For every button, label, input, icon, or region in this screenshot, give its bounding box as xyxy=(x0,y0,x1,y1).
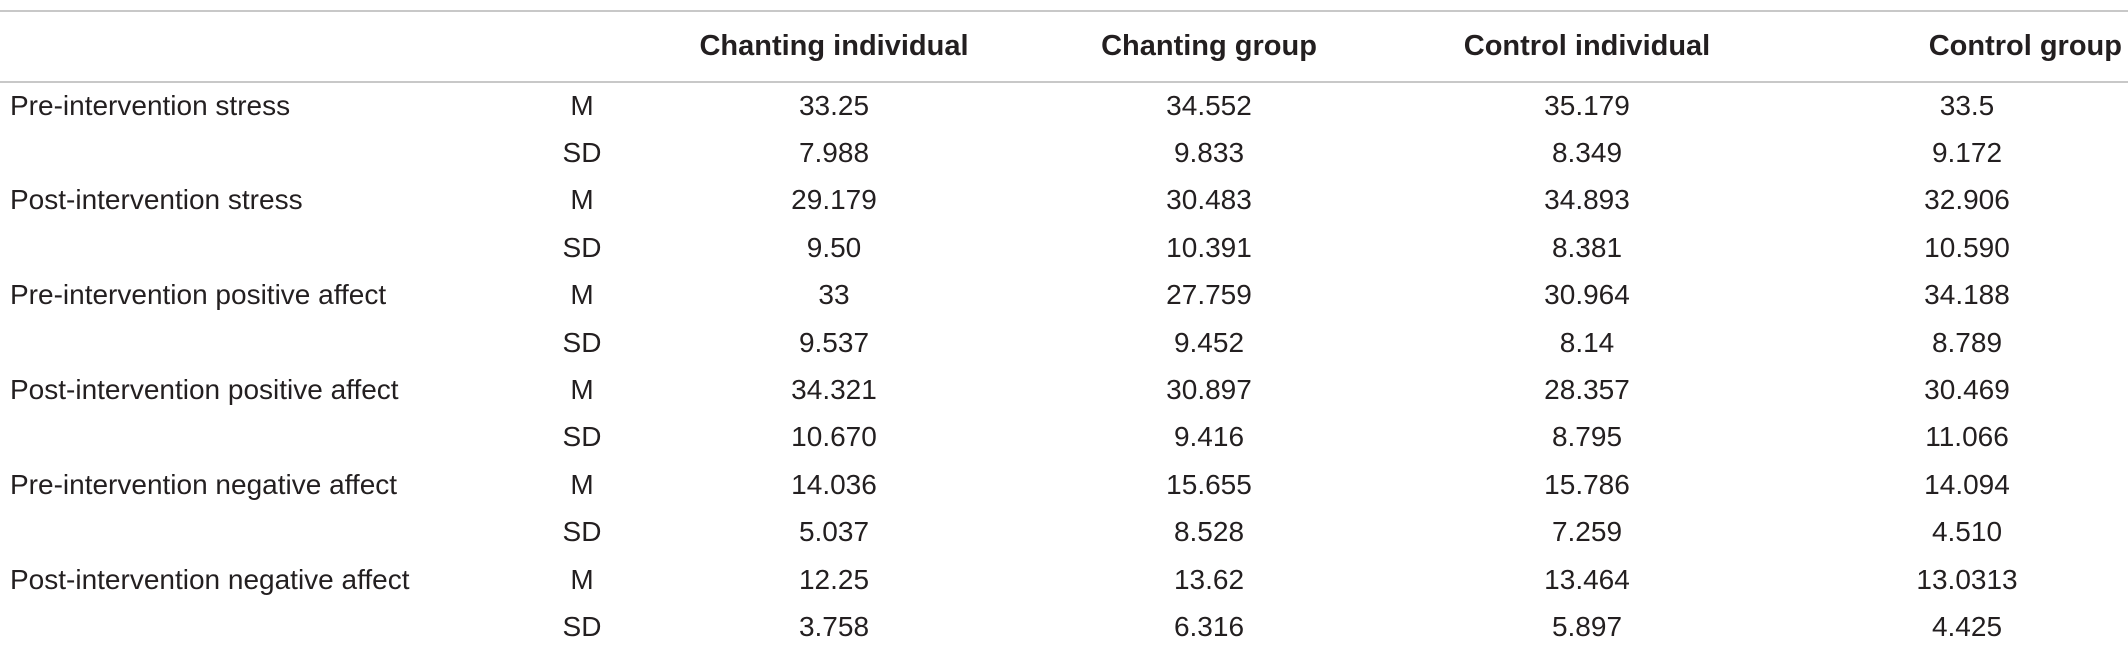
value-chanting-group: 9.833 xyxy=(1173,137,1245,169)
header-cell-control-group: Control group xyxy=(1776,11,2128,82)
value-control-individual: 8.381 xyxy=(1551,231,1623,263)
value-control-individual: 8.795 xyxy=(1551,421,1623,453)
value-chanting-individual: 5.037 xyxy=(798,516,870,548)
row-label: Post-intervention stress xyxy=(10,184,303,216)
value-control-group: 34.188 xyxy=(1924,279,2010,311)
table-row xyxy=(0,556,2128,603)
header-cell-label xyxy=(0,11,516,82)
table-body xyxy=(0,82,2128,651)
table-row xyxy=(0,603,2128,650)
value-chanting-individual: 7.988 xyxy=(798,137,870,169)
row-statistic: M xyxy=(570,90,594,122)
value-chanting-group: 9.452 xyxy=(1173,326,1245,358)
value-control-individual: 34.893 xyxy=(1544,184,1630,216)
table-row xyxy=(0,319,2128,366)
value-control-individual: 35.179 xyxy=(1544,90,1630,122)
value-chanting-group: 10.391 xyxy=(1166,231,1252,263)
value-control-individual: 15.786 xyxy=(1544,468,1630,500)
row-label: Post-intervention negative affect xyxy=(10,563,410,595)
value-chanting-group: 15.655 xyxy=(1166,468,1252,500)
value-control-group: 9.172 xyxy=(1931,137,2003,169)
value-chanting-individual: 29.179 xyxy=(791,184,877,216)
row-label xyxy=(0,224,516,271)
row-label: Post-intervention positive affect xyxy=(10,374,399,406)
table-row xyxy=(0,461,2128,508)
row-label xyxy=(0,603,516,650)
row-statistic: SD xyxy=(562,421,602,453)
value-control-individual: 13.464 xyxy=(1544,563,1630,595)
table-row xyxy=(0,414,2128,461)
value-chanting-group: 9.416 xyxy=(1173,421,1245,453)
value-chanting-group: 6.316 xyxy=(1173,610,1245,642)
value-chanting-individual: 33.25 xyxy=(798,90,870,122)
value-chanting-individual: 10.670 xyxy=(791,421,877,453)
row-statistic: SD xyxy=(562,610,602,642)
row-statistic: M xyxy=(570,279,594,311)
value-chanting-individual: 12.25 xyxy=(798,563,870,595)
value-chanting-individual: 34.321 xyxy=(791,374,877,406)
descriptive-stats-table xyxy=(0,10,2128,651)
value-control-individual: 8.349 xyxy=(1551,137,1623,169)
row-label: Pre-intervention stress xyxy=(10,90,291,122)
value-control-group: 13.0313 xyxy=(1916,563,2018,595)
value-chanting-individual: 33 xyxy=(818,279,850,311)
value-control-group: 4.510 xyxy=(1931,516,2003,548)
table-row xyxy=(0,177,2128,224)
value-control-individual: 28.357 xyxy=(1544,374,1630,406)
value-chanting-group: 30.897 xyxy=(1166,374,1252,406)
value-chanting-group: 8.528 xyxy=(1173,516,1245,548)
value-chanting-group: 27.759 xyxy=(1166,279,1252,311)
value-control-group: 4.425 xyxy=(1931,610,2003,642)
row-statistic: SD xyxy=(562,231,602,263)
row-statistic: M xyxy=(570,563,594,595)
row-statistic: M xyxy=(570,468,594,500)
value-control-group: 30.469 xyxy=(1924,374,2010,406)
table-row xyxy=(0,272,2128,319)
header-cell-control-individual: Control individual xyxy=(1398,11,1776,82)
header-cell-stat xyxy=(516,11,648,82)
value-control-group: 14.094 xyxy=(1924,468,2010,500)
table-header xyxy=(0,11,2128,82)
table-row xyxy=(0,129,2128,176)
table-row xyxy=(0,82,2128,129)
value-chanting-group: 13.62 xyxy=(1173,563,1245,595)
value-control-group: 32.906 xyxy=(1924,184,2010,216)
row-label: Pre-intervention negative affect xyxy=(10,468,398,500)
row-label xyxy=(0,319,516,366)
row-statistic: M xyxy=(570,374,594,406)
value-chanting-individual: 3.758 xyxy=(798,610,870,642)
value-chanting-individual: 14.036 xyxy=(791,468,877,500)
row-label xyxy=(0,509,516,556)
value-chanting-individual: 9.537 xyxy=(798,326,870,358)
header-row xyxy=(0,11,2128,82)
row-statistic: SD xyxy=(562,516,602,548)
value-control-individual: 5.897 xyxy=(1551,610,1623,642)
table-row xyxy=(0,509,2128,556)
table-row xyxy=(0,366,2128,413)
value-chanting-group: 30.483 xyxy=(1166,184,1252,216)
row-statistic: SD xyxy=(562,326,602,358)
header-cell-chanting-individual: Chanting individual xyxy=(648,11,1020,82)
value-control-group: 10.590 xyxy=(1924,231,2010,263)
value-control-group: 11.066 xyxy=(1925,421,2009,453)
row-label: Pre-intervention positive affect xyxy=(10,279,387,311)
table-row xyxy=(0,224,2128,271)
value-control-group: 8.789 xyxy=(1931,326,2003,358)
value-control-individual: 30.964 xyxy=(1544,279,1630,311)
row-statistic: SD xyxy=(562,137,602,169)
header-cell-chanting-group: Chanting group xyxy=(1020,11,1398,82)
row-label xyxy=(0,129,516,176)
value-chanting-individual: 9.50 xyxy=(806,231,862,263)
row-label xyxy=(0,414,516,461)
value-chanting-group: 34.552 xyxy=(1166,90,1252,122)
value-control-group: 33.5 xyxy=(1939,90,1995,122)
value-control-individual: 7.259 xyxy=(1551,516,1623,548)
row-statistic: M xyxy=(570,184,594,216)
value-control-individual: 8.14 xyxy=(1559,326,1615,358)
